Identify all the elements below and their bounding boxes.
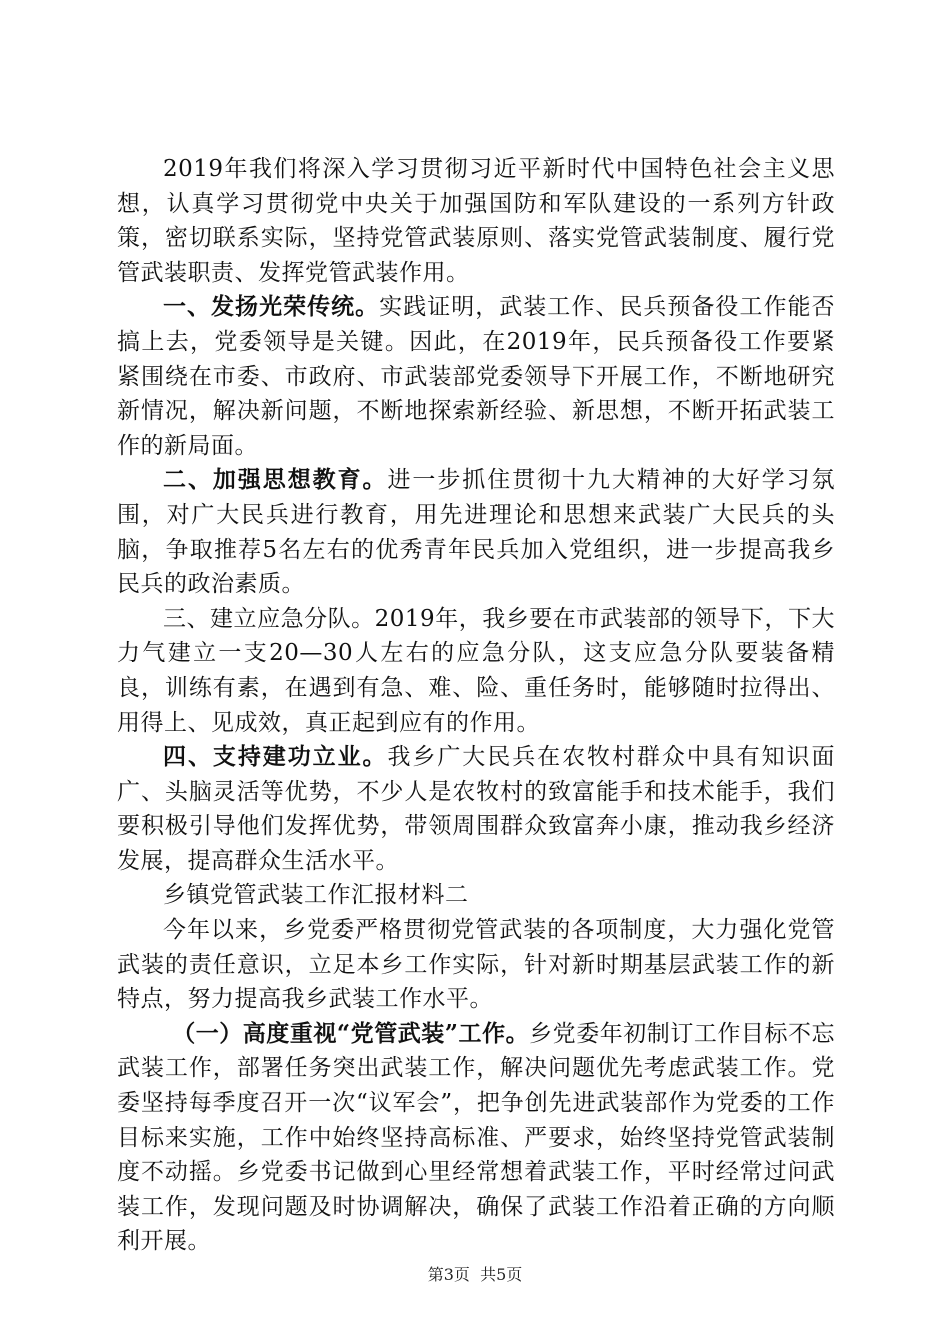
paragraph-achievement	[117, 740, 835, 878]
paragraph-text: 三、建立应急分队。2019年，我乡要在市武装部的领导下，下大力气建立一支20—30人左右的应急分队，这支应急分队要装备精良，训练有素，在遇到有急、难、险、重任务时，能够随时拉得出、用得上、见成效，真正起到应有的作用。	[117, 605, 835, 736]
paragraph-subsection-1	[117, 1017, 835, 1259]
page-footer	[0, 1262, 950, 1285]
paragraph-heading: （一）高度重视“党管武装”工作。	[172, 1019, 530, 1047]
page-number: 第3页 共5页	[427, 1265, 523, 1284]
paragraph-tradition	[117, 290, 835, 463]
paragraph-text: 进一步抓住贯彻十九大精神的大好学习氛围，对广大民兵进行教育，用先进理论和思想来武装广大民兵的头脑，争取推荐5名左右的优秀青年民兵加入党组织，进一步提高我乡民兵的政治素质。	[117, 467, 836, 598]
paragraph-intro-2019	[117, 152, 835, 290]
paragraph-heading: 二、加强思想教育。	[163, 466, 388, 494]
paragraph-text: 实践证明，武装工作、民兵预备役工作能否搞上去，党委领导是关键。因此，在2019年，民兵预备役工作要紧紧围绕在市委、市政府、市武装部党委领导下开展工作，不断地研究新情况，解决新问题，不断地探索新经验、新思想，不断开拓武装工作的新局面。	[117, 294, 836, 459]
section-title: 乡镇党管武装工作汇报材料二	[163, 882, 469, 909]
document-body	[117, 152, 835, 1259]
paragraph-heading: 四、支持建功立业。	[163, 743, 388, 771]
paragraph-text: 乡党委年初制订工作目标不忘武装工作，部署任务突出武装工作，解决问题优先考虑武装工作。党委坚持每季度召开一次“议军会”，把争创先进武装部作为党委的工作目标来实施，工作中始终坚持高标准、严要求，始终坚持党管武装制度不动摇。乡党委书记做到心里经常想着武装工作，平时经常过问武装工作，发现问题及时协调解决，确保了武装工作沿着正确的方向顺利开展。	[117, 1020, 836, 1255]
paragraph-heading: 一、发扬光荣传统。	[163, 293, 380, 321]
paragraph-section-intro: 今年以来，乡党委严格贯彻党管武装的各项制度，大力强化党管武装的责任意识，立足本乡工作实际，针对新时期基层武装工作的新特点，努力提高我乡武装工作水平。	[117, 917, 835, 1013]
paragraph-text: 2019年我们将深入学习贯彻习近平新时代中国特色社会主义思想，认真学习贯彻党中央关于加强国防和军队建设的一系列方针政策，密切联系实际，坚持党管武装原则、落实党管武装制度、履行党管武装职责、发挥党管武装作用。	[117, 156, 835, 286]
paragraph-education	[117, 463, 835, 601]
paragraph-text: 我乡广大民兵在农牧村群众中具有知识面广、头脑灵活等优势，不少人是农牧村的致富能手和技术能手，我们要积极引导他们发挥优势，带领周围群众致富奔小康，推动我乡经济发展，提高群众生活水平。	[117, 744, 836, 874]
paragraph-emergency-team	[117, 602, 835, 740]
